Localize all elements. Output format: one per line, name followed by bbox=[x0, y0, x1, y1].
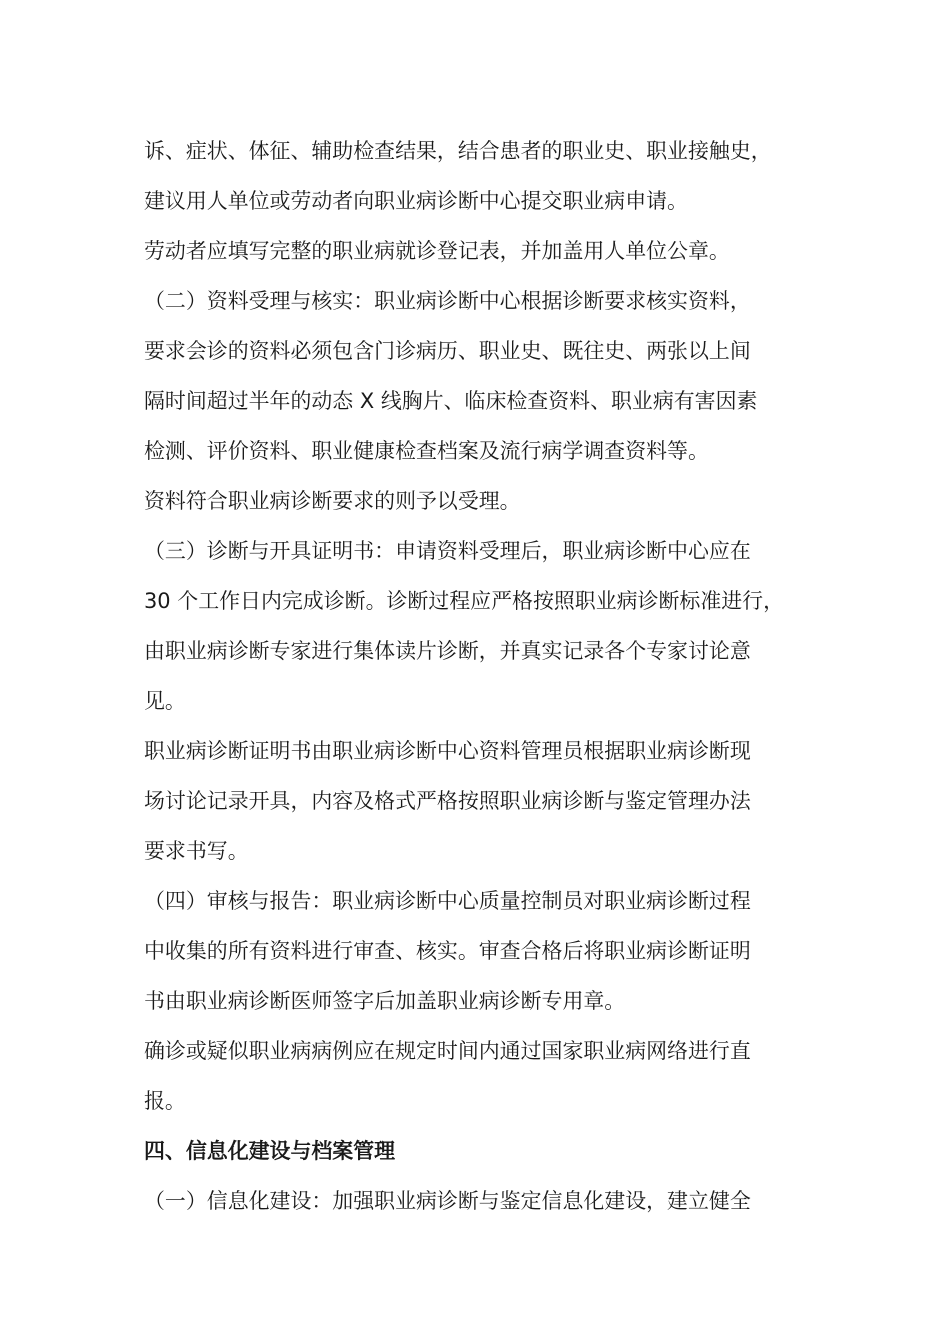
text-line: 要求书写。 bbox=[144, 839, 249, 863]
text-line: 建议用人单位或劳动者向职业病诊断中心提交职业病申请。 bbox=[144, 189, 688, 213]
text-line: （一）信息化建设：加强职业病诊断与鉴定信息化建设，建立健全 bbox=[144, 1189, 751, 1213]
text-line: 中收集的所有资料进行审查、核实。审查合格后将职业病诊断证明 bbox=[144, 939, 751, 963]
section-heading: 四、信息化建设与档案管理 bbox=[144, 1139, 396, 1163]
text-line: （三）诊断与开具证明书：申请资料受理后，职业病诊断中心应在 bbox=[144, 539, 751, 563]
text-line: 隔时间超过半年的动态 X 线胸片、临床检查资料、职业病有害因素 bbox=[144, 389, 758, 413]
text-line: 书由职业病诊断医师签字后加盖职业病诊断专用章。 bbox=[144, 989, 626, 1013]
text-line: 要求会诊的资料必须包含门诊病历、职业史、既往史、两张以上间 bbox=[144, 339, 751, 363]
text-line: 由职业病诊断专家进行集体读片诊断，并真实记录各个专家讨论意 bbox=[144, 639, 751, 663]
text-line: 30 个工作日内完成诊断。诊断过程应严格按照职业病诊断标准进行， bbox=[144, 589, 785, 613]
text-line: 检测、评价资料、职业健康检查档案及流行病学调查资料等。 bbox=[144, 439, 709, 463]
text-line: 场讨论记录开具，内容及格式严格按照职业病诊断与鉴定管理办法 bbox=[144, 789, 751, 813]
text-line: 职业病诊断证明书由职业病诊断中心资料管理员根据职业病诊断现 bbox=[144, 739, 751, 763]
text-line: 诉、症状、体征、辅助检查结果，结合患者的职业史、职业接触史， bbox=[144, 139, 772, 163]
document-body bbox=[144, 126, 814, 1226]
text-line: 劳动者应填写完整的职业病就诊登记表，并加盖用人单位公章。 bbox=[144, 239, 730, 263]
text-line: 报。 bbox=[144, 1089, 186, 1113]
text-line: （二）资料受理与核实：职业病诊断中心根据诊断要求核实资料， bbox=[144, 289, 751, 313]
text-line: 资料符合职业病诊断要求的则予以受理。 bbox=[144, 489, 521, 513]
text-line: 确诊或疑似职业病病例应在规定时间内通过国家职业病网络进行直 bbox=[144, 1039, 751, 1063]
text-line: （四）审核与报告：职业病诊断中心质量控制员对职业病诊断过程 bbox=[144, 889, 751, 913]
text-line: 见。 bbox=[144, 689, 186, 713]
